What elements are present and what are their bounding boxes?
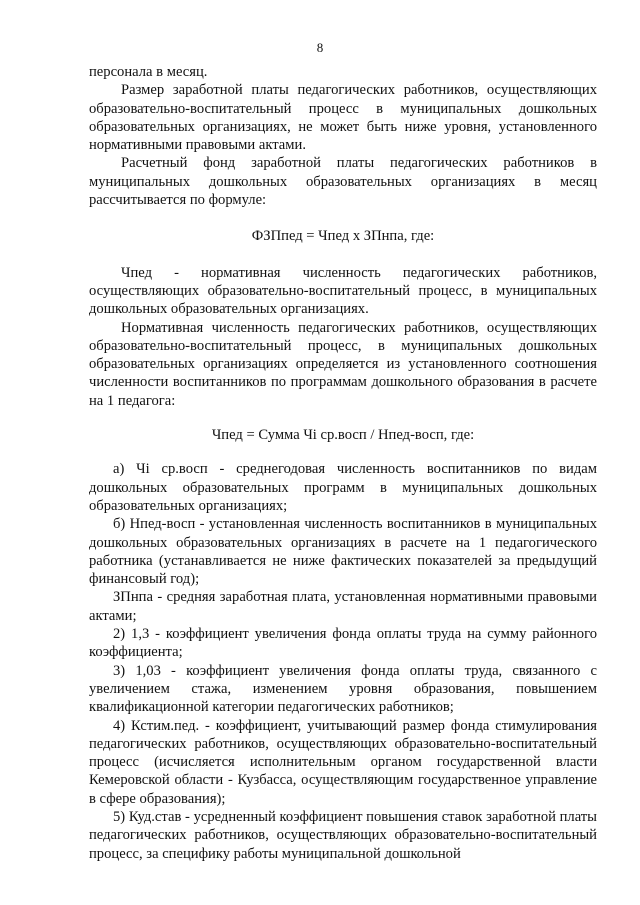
paragraph-normative-count: Нормативная численность педагогических работников, осуществляющих образовательно-воспитательный процесс, в муниципальных дошкольных образовательных организациях определяется из установленного соотношения численности воспитанников по программам дошкольного образования в расчете на 1 педагога: xyxy=(89,319,597,409)
list-item-b: б) Нпед-восп - установленная численность воспитанников в муниципальных дошкольных образовательных организациях в расчете на 1 педагогического работника (устанавливается не ниже фактических показателей за предыдущий финансовый год); xyxy=(89,516,597,588)
list-item-a: а) Чi ср.восп - среднегодовая численность воспитанников по видам дошкольных образовательных программ в муниципальных дошкольных образовательных организациях; xyxy=(89,461,597,514)
paragraph-chped-definition: Чпед - нормативная численность педагогических работников, осуществляющих образовательно-воспитательный процесс, в муниципальных дошкольных образовательных организациях. xyxy=(89,264,597,318)
page-number: 8 xyxy=(316,40,324,55)
list-item-3: 3) 1,03 - коэффициент увеличения фонда оплаты труда, связанного с увеличением стажа, изменением уровня образования, повышением квалификационной категории педагогических работников; xyxy=(89,662,597,716)
formula-chped: Чпед = Сумма Чi ср.восп / Нпед-восп, где: xyxy=(211,427,475,444)
formula-fzp: ФЗПпед = Чпед х ЗПнпа, где: xyxy=(251,228,435,245)
paragraph-continuation: персонала в месяц. xyxy=(89,64,208,80)
list-item-2: 2) 1,3 - коэффициент увеличения фонда оплаты труда на сумму районного коэффициента; xyxy=(89,626,597,661)
list-item-5: 5) Куд.став - усредненный коэффициент повышения ставок заработной платы педагогических работников, осуществляющих образовательно-воспитательный процесс, за специфику работы муниципальной дошкольной xyxy=(89,808,597,862)
spacer xyxy=(89,209,597,227)
paragraph-zpnpa: ЗПнпа - средняя заработная плата, установленная нормативными правовыми актами; xyxy=(89,589,597,624)
spacer xyxy=(89,444,597,460)
paragraph-salary-size: Размер заработной платы педагогических работников, осуществляющих образовательно-воспитательный процесс в муниципальных дошкольных образовательных организациях, не может быть ниже уровня, установленного нормативными правовыми актами. xyxy=(89,82,597,154)
list-item-4: 4) Кстим.пед. - коэффициент, учитывающий размер фонда стимулирования педагогических работников, осуществляющих образовательно-воспитательный процесс (исчисляется исполнительным органом государственной власти Кемеровской области - Кузбасса, осуществляющим государственное управление в сфере образования); xyxy=(89,717,597,807)
spacer xyxy=(89,410,597,426)
spacer xyxy=(89,246,597,264)
document-body xyxy=(89,63,597,863)
paragraph-fund-intro: Расчетный фонд заработной платы педагогических работников в муниципальных дошкольных образовательных организациях в месяц рассчитывается по формуле: xyxy=(89,155,597,209)
